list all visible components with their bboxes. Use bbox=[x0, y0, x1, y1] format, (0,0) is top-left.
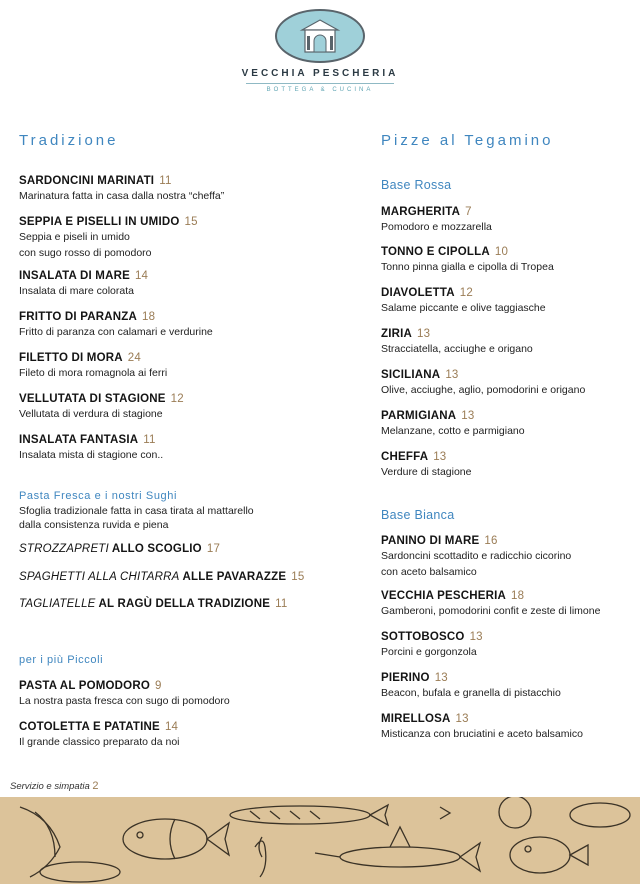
item-name bbox=[19, 721, 180, 733]
brand-tagline: BOTTEGA & CUCINA bbox=[266, 87, 374, 93]
brand-divider bbox=[246, 83, 394, 84]
menu-item bbox=[381, 328, 533, 356]
item-name bbox=[19, 393, 184, 405]
menu-item bbox=[19, 598, 287, 610]
item-name-text: INSALATA FANTASIA bbox=[19, 434, 139, 446]
item-name bbox=[19, 270, 148, 282]
item-name-italic: STROZZAPRETI bbox=[19, 543, 109, 555]
item-name bbox=[19, 216, 198, 228]
item-price: 11 bbox=[159, 175, 172, 187]
item-description: Verdure di stagione bbox=[381, 466, 472, 478]
pasta-note-line: Sfoglia tradizionale fatta in casa tirata al mattarello bbox=[19, 505, 254, 517]
item-price: 12 bbox=[459, 287, 473, 299]
page-number: 2 bbox=[92, 780, 99, 792]
menu-item bbox=[19, 434, 163, 462]
menu-item bbox=[19, 721, 180, 749]
item-name bbox=[381, 206, 492, 218]
item-description: con sugo rosso di pomodoro bbox=[19, 247, 152, 259]
menu-item bbox=[19, 311, 213, 339]
item-name-text: MIRELLOSA bbox=[381, 713, 451, 725]
item-price: 13 bbox=[461, 410, 475, 422]
item-price: 24 bbox=[127, 352, 141, 364]
item-name-text: PANINO DI MARE bbox=[381, 535, 480, 547]
item-description: Sardoncini scottadito e radicchio cicorino bbox=[381, 550, 572, 562]
item-name-text: SEPPIA E PISELLI IN UMIDO bbox=[19, 216, 180, 228]
item-price: 14 bbox=[164, 721, 179, 733]
item-description: Porcini e gorgonzola bbox=[381, 646, 477, 658]
item-price: 18 bbox=[141, 311, 156, 323]
item-name bbox=[381, 246, 554, 258]
item-price: 9 bbox=[154, 680, 162, 692]
item-description: Il grande classico preparato da noi bbox=[19, 736, 180, 748]
item-name-text: SOTTOBOSCO bbox=[381, 631, 465, 643]
item-price: 18 bbox=[511, 590, 525, 602]
item-name-italic: TAGLIATELLE bbox=[19, 598, 96, 610]
item-price: 17 bbox=[206, 543, 221, 555]
menu-item bbox=[19, 352, 167, 380]
item-name-text: PIERINO bbox=[381, 672, 430, 684]
pasta-note-line: dalla consistenza ruvida e piena bbox=[19, 519, 169, 531]
item-name bbox=[381, 369, 585, 381]
menu-item bbox=[381, 535, 571, 579]
item-description: La nostra pasta fresca con sugo di pomodoro bbox=[19, 695, 230, 707]
item-price: 14 bbox=[134, 270, 149, 282]
item-description: Tonno pinna gialla e cipolla di Tropea bbox=[381, 261, 554, 273]
item-description: Marinatura fatta in casa dalla nostra “cheffa” bbox=[19, 190, 225, 202]
item-name bbox=[381, 590, 600, 602]
item-description: Salame piccante e olive taggiasche bbox=[381, 302, 546, 314]
menu-item bbox=[19, 543, 220, 555]
menu-item bbox=[381, 369, 585, 397]
menu-item bbox=[19, 216, 198, 260]
item-name-text: VECCHIA PESCHERIA bbox=[381, 590, 507, 602]
menu-item bbox=[19, 270, 148, 298]
item-name-text: INSALATA DI MARE bbox=[19, 270, 130, 282]
item-name bbox=[19, 680, 230, 692]
item-name-text: DIAVOLETTA bbox=[381, 287, 455, 299]
item-price: 13 bbox=[433, 451, 447, 463]
item-price: 13 bbox=[445, 369, 459, 381]
item-name bbox=[381, 535, 571, 547]
item-name bbox=[381, 328, 533, 340]
item-name-text: AL RAGÙ DELLA TRADIZIONE bbox=[95, 598, 271, 610]
menu-item bbox=[381, 287, 546, 315]
menu-item bbox=[381, 631, 483, 659]
footer-note bbox=[10, 780, 99, 792]
footer-text: Servizio e simpatia bbox=[10, 781, 90, 792]
item-price: 12 bbox=[170, 393, 184, 405]
item-price: 16 bbox=[484, 535, 498, 547]
item-name-text: CHEFFA bbox=[381, 451, 429, 463]
item-name bbox=[381, 410, 525, 422]
item-description: Misticanza con bruciatini e aceto balsamico bbox=[381, 728, 583, 740]
item-name bbox=[19, 352, 167, 364]
menu-item bbox=[381, 206, 492, 234]
item-name-text: PARMIGIANA bbox=[381, 410, 457, 422]
subsection-title-pasta: Pasta Fresca e i nostri Sughi bbox=[19, 490, 178, 502]
pasta-note bbox=[19, 504, 254, 532]
item-price: 13 bbox=[434, 672, 448, 684]
item-name bbox=[19, 434, 163, 446]
sea-creatures-illustration bbox=[0, 797, 640, 884]
item-name-text: SARDONCINI MARINATI bbox=[19, 175, 155, 187]
item-name-text: ZIRIA bbox=[381, 328, 413, 340]
item-name-italic: SPAGHETTI ALLA CHITARRA bbox=[19, 571, 180, 583]
brand-name: VECCHIA PESCHERIA bbox=[241, 68, 399, 79]
item-description: Stracciatella, acciughe e origano bbox=[381, 343, 533, 355]
item-name bbox=[19, 543, 220, 555]
item-price: 15 bbox=[291, 571, 305, 583]
item-price: 13 bbox=[455, 713, 469, 725]
item-name-text: FRITTO DI PARANZA bbox=[19, 311, 137, 323]
item-name bbox=[381, 672, 561, 684]
menu-item bbox=[381, 451, 471, 479]
subsection-title-base-bianca: Base Bianca bbox=[381, 508, 455, 522]
item-name bbox=[19, 571, 304, 583]
menu-item bbox=[381, 713, 583, 741]
menu-item bbox=[381, 672, 561, 700]
item-name bbox=[19, 598, 287, 610]
item-price: 11 bbox=[143, 434, 156, 446]
item-description: Fileto di mora romagnola ai ferri bbox=[19, 367, 168, 379]
item-name bbox=[19, 311, 213, 323]
menu-item bbox=[19, 571, 304, 583]
menu-item bbox=[381, 246, 554, 274]
menu-item bbox=[19, 175, 224, 203]
menu-item bbox=[381, 590, 600, 618]
item-description: con aceto balsamico bbox=[381, 566, 477, 578]
menu-item bbox=[381, 410, 525, 438]
menu-item bbox=[19, 393, 184, 421]
item-description: Beacon, bufala e granella di pistacchio bbox=[381, 687, 561, 699]
item-description: Gamberoni, pomodorini confit e zeste di limone bbox=[381, 605, 601, 617]
subsection-title-kids: per i più Piccoli bbox=[19, 654, 104, 666]
item-price: 7 bbox=[465, 206, 472, 218]
item-price: 15 bbox=[184, 216, 198, 228]
item-name bbox=[381, 287, 546, 299]
menu-item bbox=[19, 680, 230, 708]
item-description: Seppia e piseli in umido bbox=[19, 231, 130, 243]
item-price: 10 bbox=[494, 246, 509, 258]
building-icon bbox=[274, 8, 366, 64]
item-description: Olive, acciughe, aglio, pomodorini e origano bbox=[381, 384, 586, 396]
fish-engraving-icon bbox=[0, 797, 640, 884]
item-description: Insalata di mare colorata bbox=[19, 285, 134, 297]
section-title-tradizione: Tradizione bbox=[19, 132, 119, 149]
item-name-text: MARGHERITA bbox=[381, 206, 461, 218]
subsection-title-base-rossa: Base Rossa bbox=[381, 178, 452, 192]
item-price: 13 bbox=[469, 631, 483, 643]
item-price: 11 bbox=[275, 598, 288, 610]
item-name-text: PASTA AL POMODORO bbox=[19, 680, 150, 692]
brand-logo bbox=[0, 8, 640, 93]
item-name-text: ALLO SCOGLIO bbox=[108, 543, 202, 555]
item-description: Melanzane, cotto e parmigiano bbox=[381, 425, 525, 437]
item-description: Pomodoro e mozzarella bbox=[381, 221, 492, 233]
section-title-pizze: Pizze al Tegamino bbox=[381, 132, 554, 149]
item-description: Insalata mista di stagione con.. bbox=[19, 449, 164, 461]
item-name-text: TONNO E CIPOLLA bbox=[381, 246, 490, 258]
item-name bbox=[19, 175, 224, 187]
item-description: Vellutata di verdura di stagione bbox=[19, 408, 163, 420]
item-name bbox=[381, 451, 471, 463]
item-name-text: ALLE PAVARAZZE bbox=[179, 571, 287, 583]
item-name-text: FILETTO DI MORA bbox=[19, 352, 123, 364]
item-name-text: VELLUTATA DI STAGIONE bbox=[19, 393, 166, 405]
item-name bbox=[381, 713, 583, 725]
item-price: 13 bbox=[417, 328, 431, 340]
item-name-text: SICILIANA bbox=[381, 369, 441, 381]
item-description: Fritto di paranza con calamari e verdurine bbox=[19, 326, 213, 338]
item-name bbox=[381, 631, 483, 643]
item-name-text: COTOLETTA E PATATINE bbox=[19, 721, 160, 733]
